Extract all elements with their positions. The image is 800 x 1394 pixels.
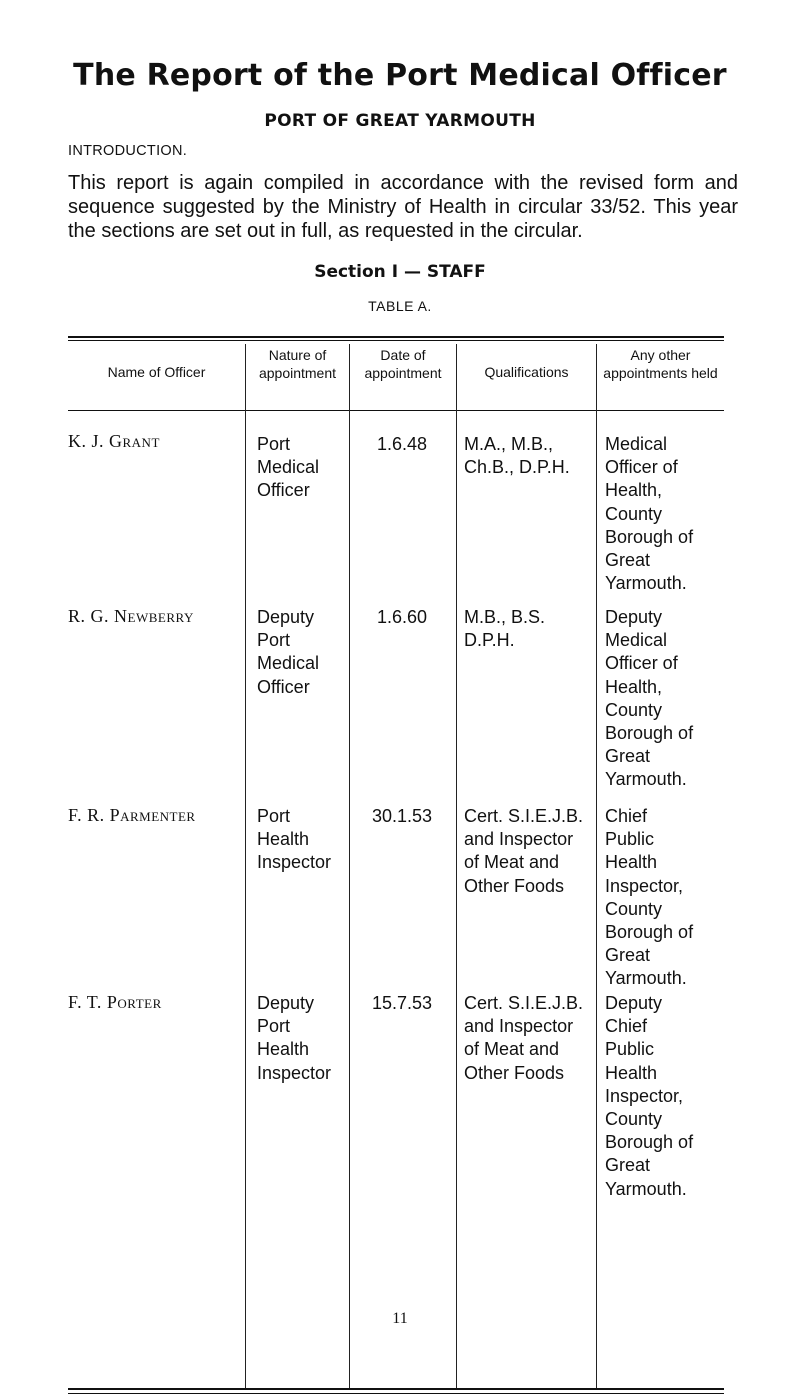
column-divider: [596, 344, 597, 1388]
qualifications: Cert. S.I.E.J.B. and Inspector of Meat and Other Foods: [464, 806, 584, 896]
other-appointments: Deputy Chief Public Health Inspector, County Borough of Great Yarmouth.: [605, 993, 694, 1199]
other-appointments: Deputy Medical Officer of Health, County Borough of Great Yarmouth.: [605, 607, 694, 790]
date-of-appointment: 30.1.53: [371, 806, 433, 826]
qualifications: M.B., B.S. D.P.H.: [464, 607, 546, 651]
qualifications: M.A., M.B., Ch.B., D.P.H.: [464, 434, 570, 478]
intro-label: INTRODUCTION.: [68, 143, 188, 159]
table-top-rule: [68, 336, 724, 338]
column-divider: [245, 344, 246, 1388]
date-of-appointment: 1.6.60: [376, 607, 428, 627]
officer-name: R. G. Newberry: [68, 606, 194, 626]
other-appointments: Medical Officer of Health, County Borough of Great Yarmouth.: [605, 434, 694, 594]
intro-paragraph: This report is again compiled in accordance with the revised form and sequence suggested by the Ministry of Health in circular 33/52. This year the sections are set out in full, as requested in the circular.: [68, 172, 738, 242]
officer-name: K. J. Grant: [68, 431, 160, 451]
table-label: TABLE A.: [368, 298, 432, 314]
header-date-of-appointment: Date of appointment: [364, 347, 442, 381]
header-name-of-officer: Name of Officer: [107, 364, 206, 380]
report-title: The Report of the Port Medical Officer: [73, 58, 727, 93]
table-bottom-rule: [68, 1388, 724, 1390]
column-divider: [349, 344, 350, 1388]
nature-of-appointment: Port Health Inspector: [257, 806, 332, 873]
report-subtitle: PORT OF GREAT YARMOUTH: [264, 111, 536, 131]
date-of-appointment: 15.7.53: [371, 993, 433, 1013]
nature-of-appointment: Port Medical Officer: [257, 434, 320, 501]
page-number: 11: [392, 1310, 408, 1327]
header-rule: [68, 410, 724, 411]
header-qualifications: Qualifications: [484, 364, 569, 380]
nature-of-appointment: Deputy Port Health Inspector: [257, 993, 332, 1083]
officer-name: F. R. Parmenter: [68, 805, 196, 825]
qualifications: Cert. S.I.E.J.B. and Inspector of Meat and Other Foods: [464, 993, 584, 1083]
column-divider: [456, 344, 457, 1388]
officer-name: F. T. Porter: [68, 992, 162, 1012]
other-appointments: Chief Public Health Inspector, County Borough of Great Yarmouth.: [605, 806, 694, 989]
header-other-appointments: Any other appointments held: [603, 347, 718, 381]
nature-of-appointment: Deputy Port Medical Officer: [257, 607, 320, 697]
header-nature-of-appointment: Nature of appointment: [258, 347, 337, 381]
table-top-rule-inner: [68, 340, 724, 341]
section-heading: Section I — STAFF: [314, 262, 486, 282]
date-of-appointment: 1.6.48: [376, 434, 428, 454]
